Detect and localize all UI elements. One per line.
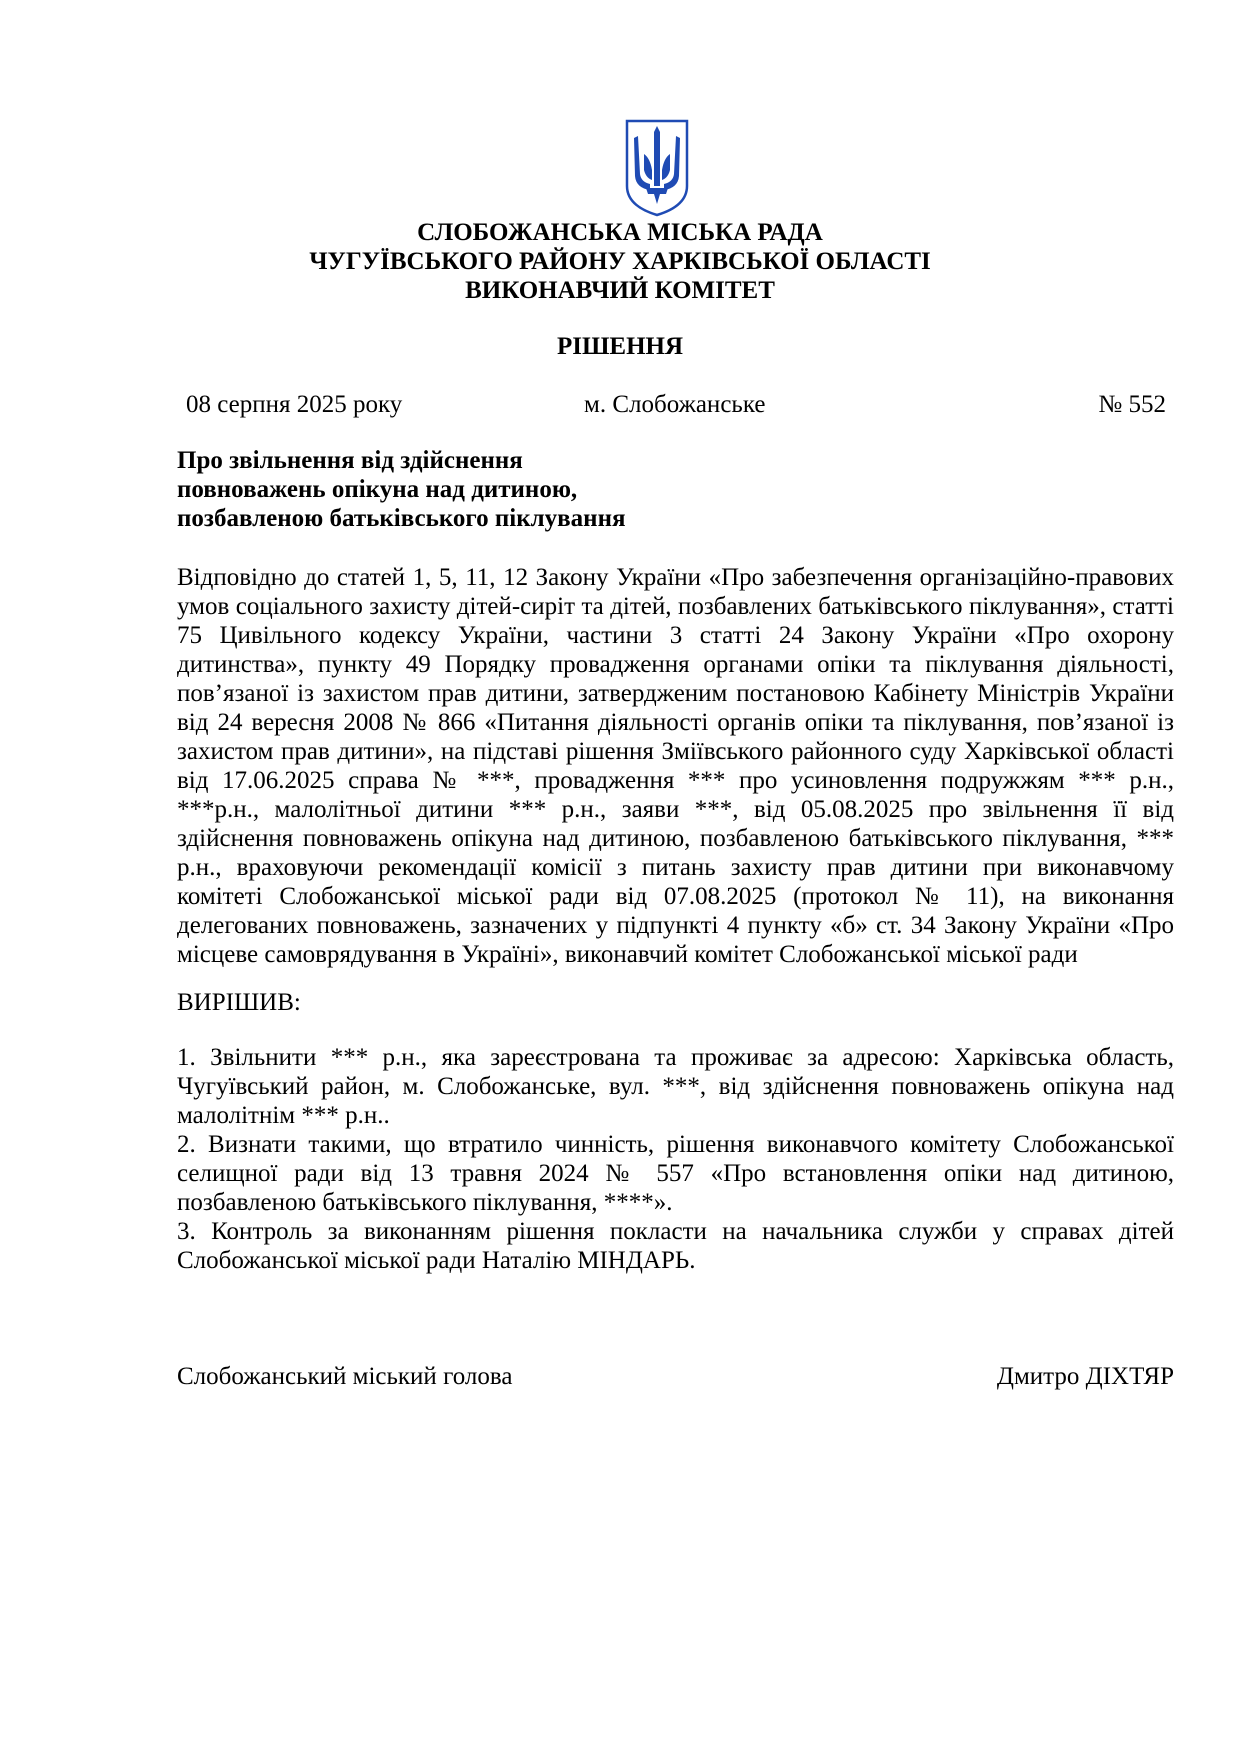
document-number: № 552 [1098, 391, 1166, 418]
subject-line: позбавленою батьківського піклування [177, 505, 626, 532]
decision-item: 2. Визнати такими, що втратило чинність, рішення виконавчого комітету Слобожанської селищної ради від 13 травня 2024 № 557 «Про встановлення опіки над дитиною, позбавленою батьківського піклування, ****». [177, 1131, 1174, 1216]
document-city: м. Слобожанське [584, 391, 766, 418]
document-meta [186, 390, 1166, 420]
document-title: РІШЕННЯ [556, 333, 684, 360]
signer-position: Слобожанський міський голова [177, 1363, 513, 1390]
signature-block [177, 1362, 1174, 1392]
subject-line: Про звільнення від здійснення [177, 447, 523, 474]
header-district: ЧУГУЇВСЬКОГО РАЙОНУ ХАРКІВСЬКОЇ ОБЛАСТІ [309, 248, 931, 275]
trident-coat-of-arms-icon [624, 118, 690, 218]
council-header [0, 218, 1240, 305]
document-date: 08 серпня 2025 року [186, 391, 403, 418]
preamble-text: Відповідно до статей 1, 5, 11, 12 Закону України «Про забезпечення організаційно-правових умов соціального захисту дітей-сиріт та дітей, позбавлених батьківського піклування», статті 75 Цивільного кодексу України, частини 3 статті 24 Закону України «Про охорону дитинства», пункту 49 Порядку провадження органами опіки та піклування діяльності, пов’язаної із захистом прав дитини, затвердженим постановою Кабінету Міністрів України від 24 вересня 2008 № 866 «Питання діяльності органів опіки та піклування, пов’язаної із захистом прав дитини», на підставі рішення Зміївського районного суду Харківської області від 17.06.2025 справа № ***, провадження *** про усиновлення подружжям *** р.н., ***р.н., малолітньої дитини *** р.н., заяви ***, від 05.08.2025 про звільнення її від здійснення повноважень опікуна над дитиною, позбавленою батьківського піклування, *** р.н., враховуючи рекомендації комісії з питань захисту прав дитини при виконавчому комітеті Слобожанської міської ради від 07.08.2025 (протокол № 11), на виконання делегованих повноважень, зазначених у підпункті 4 пункту «б» ст. 34 Закону України «Про місцеве самоврядування в Україні», виконавчий комітет Слобожанської міської ради [177, 564, 1174, 968]
subject-line: повноважень опікуна над дитиною, [177, 476, 578, 503]
decision-item: 1. Звільнити *** р.н., яка зареєстрована та проживає за адресою: Харківська область, Чугуївський район, м. Слобожанське, вул. ***, від здійснення повноважень опікуна над малолітнім *** р.н.. [177, 1044, 1174, 1129]
decision-item: 3. Контроль за виконанням рішення покласти на начальника служби у справах дітей Слобожанської міської ради Наталію МІНДАРЬ. [177, 1218, 1174, 1274]
decision-subject [177, 446, 626, 533]
header-committee: ВИКОНАВЧИЙ КОМІТЕТ [465, 277, 775, 304]
decided-label: ВИРІШИВ: [177, 989, 301, 1016]
decision-items [177, 1043, 1174, 1275]
header-council-name: СЛОБОЖАНСЬКА МІСЬКА РАДА [417, 219, 823, 246]
signer-name: Дмитро ДІХТЯР [996, 1363, 1174, 1390]
